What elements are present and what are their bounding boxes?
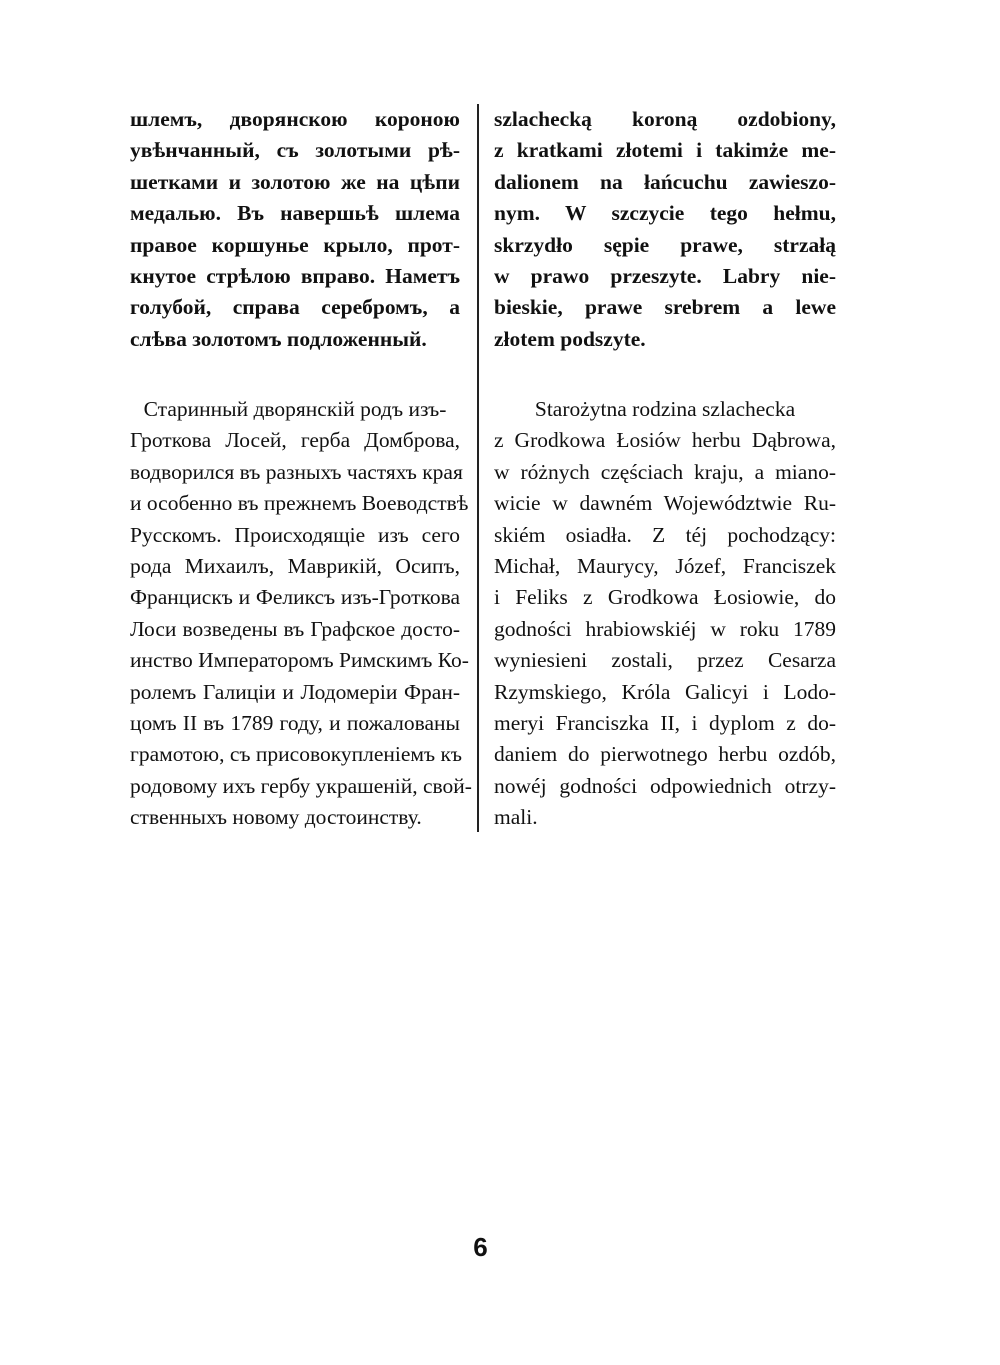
text-line: Старинный дворянскій родъ изъ- (143, 397, 447, 421)
text-line: водворился въ разныхъ частяхъ края (130, 459, 463, 484)
text-line: ственныхъ новому достоинству. (130, 805, 422, 830)
text-line: кнутое стрѣлою вправо. Наметъ (130, 263, 460, 288)
text-line: шетками и золотою же на цѣпи (130, 169, 460, 194)
text-line: Rzymskiego, Króla Galicyi i Lodo- (494, 679, 836, 704)
text-line: z kratkami złotemi i takimże me- (494, 138, 836, 163)
text-line: w różnych częściach kraju, a miano- (494, 459, 836, 484)
left-column-paragraph-2 (130, 394, 472, 833)
text-line: skiém osiadła. Z téj pochodzący: (494, 522, 836, 547)
text-line: увѣнчанный, съ золотыми рѣ- (130, 138, 460, 163)
text-line: родовому ихъ гербу украшеній, свой- (130, 773, 472, 798)
text-line: nym. W szczycie tego hełmu, (494, 201, 836, 226)
text-line: wicie w dawném Województwie Ru- (494, 491, 836, 516)
text-line: Русскомъ. Происходящіе изъ сего (130, 522, 460, 547)
text-line: Лоси возведены въ Графское досто- (130, 616, 460, 641)
text-line: Michał, Maurycy, Józef, Franciszek (494, 553, 836, 578)
text-line: daniem do pierwotnego herbu ozdób, (494, 742, 836, 767)
text-line: i Feliks z Grodkowa Łosiowie, do (494, 585, 836, 610)
text-line: Гроткова Лосей, герба Домброва, (130, 428, 460, 453)
text-line: szlachecką koroną ozdobiony, (494, 107, 836, 131)
text-line: правое коршунье крыло, прот- (130, 232, 460, 257)
text-line: meryi Franciszka II, i dyplom z do- (494, 710, 836, 735)
left-column-paragraph-1 (130, 104, 460, 355)
text-line: złotem podszyte. (494, 326, 646, 351)
text-line: z Grodkowa Łosiów herbu Dąbrowa, (494, 428, 836, 453)
text-line: грамотою, съ присовокупленіемъ къ (130, 742, 463, 767)
text-line: bieskie, prawe srebrem a lewe (494, 295, 836, 320)
text-line: nowéj godności odpowiednich otrzy- (494, 773, 836, 798)
text-line: skrzydło sępie prawe, strzałą (494, 232, 836, 257)
text-line: медалью. Въ навершьѣ шлема (130, 201, 460, 226)
text-line: godności hrabiowskiéj w roku 1789 (494, 616, 836, 641)
text-line: слѣва золотомъ подложенный. (130, 326, 427, 351)
text-line: ролемъ Галиціи и Лодомеріи Фран- (130, 679, 460, 704)
text-line: w prawo przeszyte. Labry nie- (494, 263, 836, 288)
text-line: Starożytna rodzina szlachecka (534, 397, 796, 421)
text-line: wyniesieni zostali, przez Cesarza (494, 648, 836, 673)
right-column-paragraph-2 (494, 394, 836, 833)
text-line: голубой, справа серебромъ, а (130, 295, 460, 320)
text-line: рода Михаилъ, Маврикій, Осипъ, (130, 553, 460, 578)
text-line: Францискъ и Феликсъ изъ-Гроткова (130, 585, 460, 610)
text-line: инство Императоромъ Римскимъ Ко- (130, 648, 469, 673)
text-line: шлемъ, дворянскою короною (130, 107, 460, 131)
page-number: 6 (473, 1232, 488, 1262)
column-divider (477, 104, 479, 832)
right-column-paragraph-1 (494, 104, 836, 355)
text-line: dalionem na łańcuchu zawieszo- (494, 169, 836, 194)
text-line: и особенно въ прежнемъ Воеводствѣ (130, 491, 469, 516)
text-line: цомъ II въ 1789 году, и пожалованы (130, 710, 460, 735)
text-line: mali. (494, 805, 538, 830)
